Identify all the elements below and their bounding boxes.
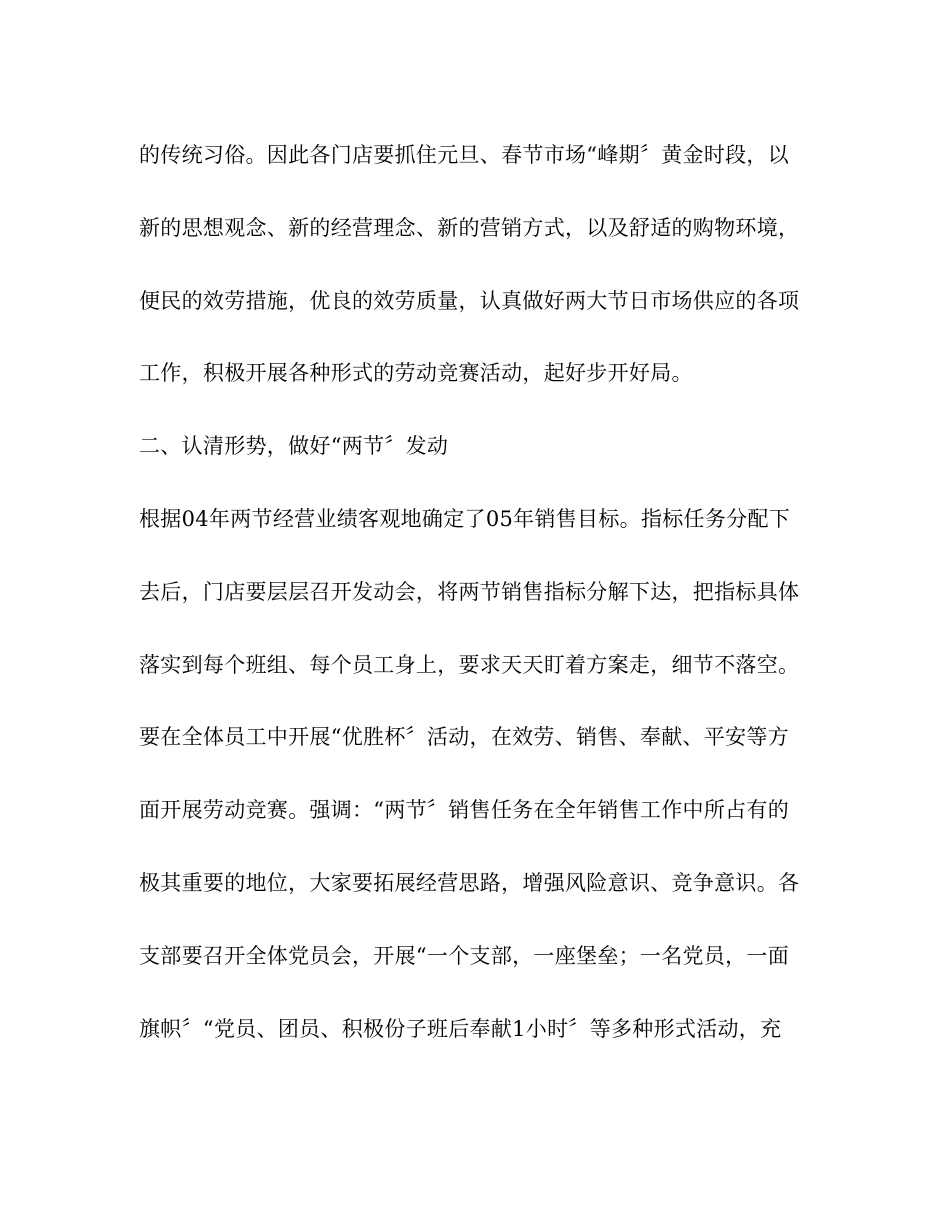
text-line: 去后，门店要层层召开发动会，将两节销售指标分解下达，把指标具体	[139, 580, 800, 604]
text-line: 的传统习俗。因此各门店要抓住元旦、春节市场“峰期〞黄金时段，以	[139, 143, 790, 167]
text-line: 面开展劳动竞赛。强调：“两节〞销售任务在全年销售工作中所占有的	[139, 798, 790, 822]
text-line: 新的思想观念、新的经营理念、新的营销方式，以及舒适的购物环境，	[139, 216, 800, 240]
text-line: 极其重要的地位，大家要拓展经营思路，增强风险意识、竞争意识。各	[139, 871, 800, 895]
text-line: 根据04年两节经营业绩客观地确定了05年销售目标。指标任务分配下	[139, 507, 791, 531]
text-line: 支部要召开全体党员会，开展“一个支部，一座堡垒；一名党员，一面	[139, 944, 790, 968]
text-line: 要在全体员工中开展“优胜杯〞活动，在效劳、销售、奉献、平安等方	[139, 725, 790, 749]
section-heading: 二、认清形势，做好“两节〞发动	[139, 434, 449, 458]
text-line: 旗帜〞“党员、团员、积极份子班后奉献1小时〞等多种形式活动，充	[139, 1017, 782, 1041]
text-line: 便民的效劳措施，优良的效劳质量，认真做好两大节日市场供应的各项	[139, 289, 800, 313]
text-line: 工作，积极开展各种形式的劳动竞赛活动，起好步开好局。	[139, 361, 693, 385]
text-line: 落实到每个班组、每个员工身上，要求天天盯着方案走，细节不落空。	[139, 653, 800, 677]
